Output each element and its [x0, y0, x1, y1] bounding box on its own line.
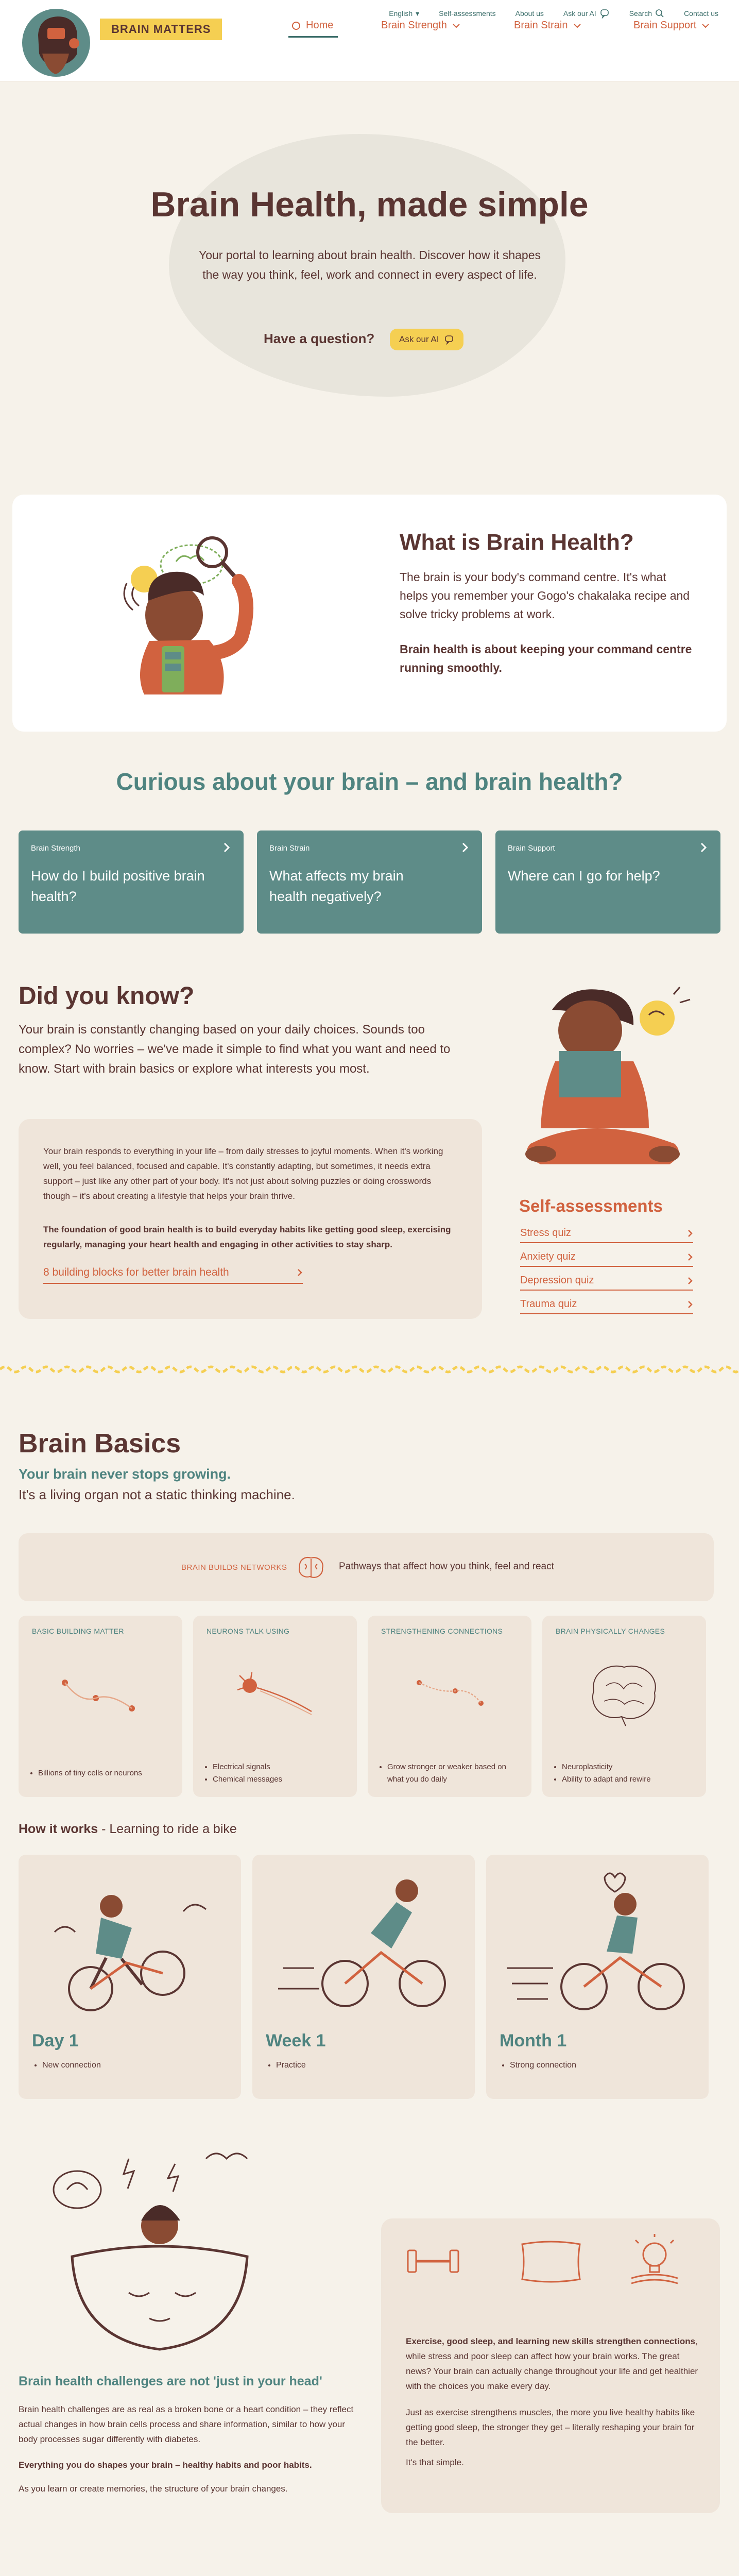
brain-outline-illustration: [586, 1660, 663, 1727]
card-question: What affects my brain health negatively?: [269, 868, 404, 904]
building-blocks-link[interactable]: [43, 1266, 303, 1284]
what-is-title: What is Brain Health?: [400, 530, 634, 555]
what-is-highlight: Brain health is about keeping your command centre running smoothly.: [400, 642, 692, 674]
networks-label: BRAIN BUILDS NETWORKS: [181, 1563, 287, 1572]
habits-box-closing: It's that simple.: [406, 2458, 464, 2467]
chevron-right-icon: [687, 1300, 693, 1309]
basics-card-label: NEURONS TALK USING: [207, 1627, 290, 1635]
person-thinking-illustration: [101, 523, 286, 704]
search-button[interactable]: [629, 8, 664, 19]
stage-bullets: [42, 2061, 101, 2070]
util-link-self-assessments[interactable]: Self-assessments: [439, 9, 496, 18]
stage-title: Day 1: [32, 2031, 79, 2050]
nav-brain-strength[interactable]: [381, 20, 460, 31]
search-label: Search: [629, 9, 652, 18]
stage-title: Month 1: [500, 2031, 567, 2050]
bike-rider-wobbly-illustration: [34, 1870, 225, 2020]
did-you-know-box-text: Your brain responds to everything in your life – from daily stresses to joyful moments. When it's working well, you feel balanced, focused and capable. It's constantly adapting, but sometimes, it needs extra support – just like any other part of your body. It's not just about solving puzzles or doing crosswords though – it's about creating a lifestyle that helps your brain thrive.: [43, 1146, 443, 1201]
how-it-works-sub: - Learning to ride a bike: [98, 1822, 237, 1836]
chevron-down-icon: [701, 23, 710, 28]
ask-ai-label: Ask our AI: [563, 9, 596, 18]
chevron-right-icon: [687, 1276, 693, 1285]
self-assessments-title: Self-assessments: [519, 1196, 663, 1215]
habits-box-text: [406, 2334, 699, 2394]
did-you-know-title: Did you know?: [19, 982, 195, 1010]
basics-card-label: BRAIN PHYSICALLY CHANGES: [556, 1627, 665, 1635]
nav-brain-strain-label: Brain Strain: [514, 20, 568, 31]
util-link-ask-ai[interactable]: [563, 8, 610, 19]
bullet: • Neuroplasticity: [562, 1761, 651, 1773]
brain-basics-subtitle: Your brain never stops growing.: [19, 1466, 231, 1482]
caret-down-icon: ▾: [416, 9, 420, 18]
networks-description: Pathways that affect how you think, feel and react: [339, 1561, 554, 1572]
card-category: Brain Strength: [31, 844, 80, 853]
brain-bowl-illustration: [31, 2143, 299, 2360]
nav-brain-strain[interactable]: [514, 20, 581, 31]
challenges-paragraph: Brain health challenges are as real as a broken bone or a heart condition – they reflect actual changes in how brain cells process and share information, similar to how your body processes sugar differently with diabetes.: [19, 2404, 354, 2444]
card-question: Where can I go for help?: [508, 868, 660, 884]
basics-card-label: STRENGTHENING CONNECTIONS: [381, 1627, 503, 1635]
stage-title: Week 1: [266, 2031, 326, 2050]
neuron-chain-illustration: [49, 1667, 152, 1724]
chevron-right-icon: [461, 842, 469, 853]
stage-card-week-1: [252, 1855, 475, 2099]
card-brain-strain[interactable]: [257, 831, 482, 934]
chevron-down-icon: [452, 23, 460, 28]
challenges-title: Brain health challenges are not 'just in your head': [19, 2374, 322, 2388]
search-icon: [655, 9, 664, 18]
building-blocks-link-label: 8 building blocks for better brain health: [43, 1266, 229, 1278]
did-you-know-intro: Your brain is constantly changing based on your daily choices. Sounds too complex? No worries – we've made it simple to find what you want and need to know. Start with brain basics or explore what interests you most.: [19, 1023, 451, 1076]
wavy-divider: [0, 1363, 739, 1376]
ask-ai-button[interactable]: [390, 329, 463, 350]
hero-title: Brain Health, made simple: [150, 185, 589, 224]
connection-illustration: [404, 1667, 502, 1719]
bike-rider-practice-illustration: [268, 1865, 458, 2020]
brain-basics-tagline: It's a living organ not a static thinking machine.: [19, 1487, 295, 1502]
brain-basics-title: Brain Basics: [19, 1429, 181, 1459]
bullet: • Strong connection: [510, 2061, 576, 2070]
basics-card-bullets: [213, 1761, 282, 1786]
stage-card-day-1: [19, 1855, 241, 2099]
habits-box-text-2: Just as exercise strengthens muscles, the more you live healthy habits like getting good sleep, the stronger they get – literally reshaping your brain for the better.: [406, 2408, 695, 2447]
challenges-paragraph-2: As you learn or create memories, the structure of your brain changes.: [19, 2484, 288, 2494]
ask-ai-button-label: Ask our AI: [399, 334, 439, 344]
habits-box-bold: Exercise, good sleep, and learning new skills strengthen connections: [406, 2336, 696, 2346]
stress-quiz-link[interactable]: [520, 1227, 693, 1243]
quiz-label: Depression quiz: [520, 1275, 594, 1286]
person-reading-illustration: [510, 974, 700, 1180]
how-it-works-heading: [19, 1822, 237, 1837]
brain-icon: [296, 1555, 326, 1581]
did-you-know-box-highlight: The foundation of good brain health is to build everyday habits like getting good sleep, exercising regularly, managing your heart health and engaging in other activities to stay sharp.: [43, 1225, 451, 1249]
chevron-right-icon: [700, 842, 707, 853]
anxiety-quiz-link[interactable]: [520, 1251, 693, 1267]
challenges-highlight: Everything you do shapes your brain – healthy habits and poor habits.: [19, 2460, 312, 2470]
card-category: Brain Support: [508, 844, 555, 853]
bullet: • Billions of tiny cells or neurons: [38, 1767, 142, 1780]
utility-nav: [389, 8, 718, 19]
nav-home-label: Home: [306, 20, 334, 31]
language-selector[interactable]: [389, 8, 419, 19]
bullet: • New connection: [42, 2061, 101, 2070]
bike-rider-confident-illustration: [502, 1865, 692, 2020]
lightbulb-book-icon: [626, 2234, 683, 2291]
nav-brain-strength-label: Brain Strength: [381, 20, 447, 31]
stage-bullets: [510, 2061, 576, 2070]
habits-box-rest: , while stress and poor sleep can affect how your brain works. The great news? Your brain can actually change throughout your life and get healthier with the choices you make every day.: [406, 2336, 698, 2391]
util-link-about-us[interactable]: About us: [515, 9, 544, 18]
card-brain-support[interactable]: [495, 831, 720, 934]
basics-card-neurons-talk: [193, 1616, 357, 1797]
basics-card-bullets: [562, 1761, 651, 1786]
curious-title: Curious about your brain – and brain health?: [116, 768, 623, 795]
stage-bullets: [276, 2061, 306, 2070]
chevron-right-icon: [297, 1268, 303, 1277]
basics-card-strengthening: [368, 1616, 531, 1797]
quiz-label: Trauma quiz: [520, 1298, 577, 1310]
stage-card-month-1: [486, 1855, 709, 2099]
card-brain-strength[interactable]: [19, 831, 244, 934]
chevron-down-icon: [573, 23, 581, 28]
chevron-right-icon: [687, 1229, 693, 1238]
chat-icon: [599, 8, 610, 19]
hero-question: Have a question?: [264, 331, 375, 346]
language-label: English: [389, 9, 413, 18]
bullet: • Electrical signals: [213, 1761, 282, 1773]
hero-subtitle: Your portal to learning about brain health. Discover how it shapes the way you think, feel, work and connect in every aspect of life.: [198, 248, 541, 281]
nav-brain-support-label: Brain Support: [633, 20, 697, 31]
quiz-label: Anxiety quiz: [520, 1251, 576, 1262]
bullet: • Ability to adapt and rewire: [562, 1773, 651, 1786]
active-nav-indicator: [288, 36, 338, 38]
home-circle-icon: [291, 21, 301, 30]
basics-card-bullets: [38, 1767, 142, 1780]
neuron-signal-illustration: [229, 1665, 327, 1722]
basics-card-physically-changes: [542, 1616, 706, 1797]
bullet: • Grow stronger or weaker based on what you do daily: [387, 1761, 516, 1786]
basics-card-building-matter: [19, 1616, 182, 1797]
brand-wordmark[interactable]: BRAIN MATTERS: [100, 19, 222, 40]
bullet: • Practice: [276, 2061, 306, 2070]
basics-card-label: BASIC BUILDING MATTER: [32, 1627, 124, 1635]
basics-card-bullets: [387, 1761, 516, 1786]
card-question: How do I build positive brain health?: [31, 868, 205, 904]
chat-icon: [444, 334, 454, 345]
card-category: Brain Strain: [269, 844, 310, 853]
depression-quiz-link[interactable]: [520, 1275, 693, 1291]
quiz-label: Stress quiz: [520, 1227, 571, 1239]
util-link-contact-us[interactable]: Contact us: [684, 9, 718, 18]
how-it-works-title: How it works: [19, 1822, 98, 1836]
pillow-icon: [515, 2236, 587, 2287]
chevron-right-icon: [223, 842, 230, 853]
bullet: • Chemical messages: [213, 1773, 282, 1786]
chevron-right-icon: [687, 1252, 693, 1262]
nav-home[interactable]: [291, 20, 333, 31]
what-is-paragraph: The brain is your body's command centre. It's what helps you remember your Gogo's chakalaka recipe and solve tricky problems at work.: [400, 570, 690, 621]
nav-brain-support[interactable]: [633, 20, 710, 31]
brand-logo-icon[interactable]: [18, 4, 95, 81]
dumbbell-icon: [405, 2238, 461, 2284]
trauma-quiz-link[interactable]: [520, 1298, 693, 1314]
